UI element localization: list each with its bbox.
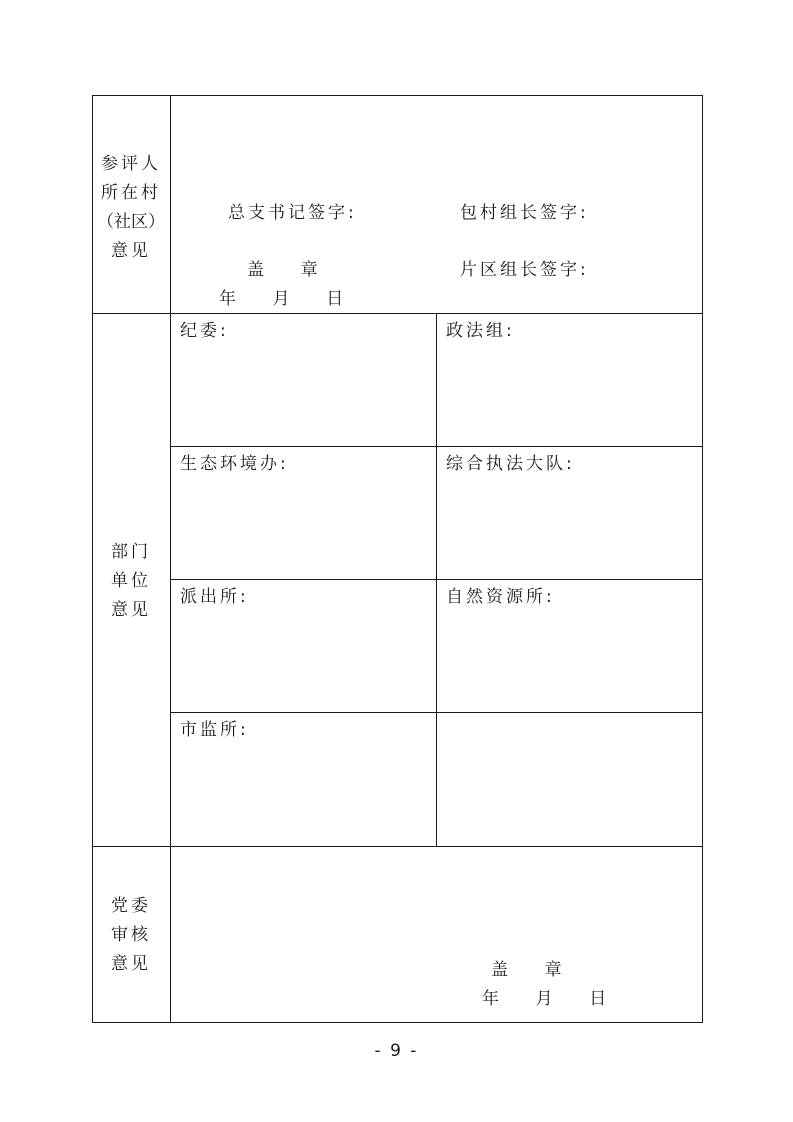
market-supervision-office-cell: 市监所: (180, 720, 249, 740)
date-label: 年 月 日 (219, 289, 347, 309)
ecology-office-cell: 生态环境办: (180, 454, 289, 474)
section2-label-line: 部门 (111, 542, 151, 562)
police-station-cell: 派出所: (180, 587, 249, 607)
section2-label (92, 544, 170, 619)
section2-label-line: 单位 (111, 571, 151, 591)
section1-label-line: 意见 (111, 241, 151, 261)
label-column-divider (170, 95, 171, 1023)
section1-label (92, 156, 170, 260)
law-enforcement-team-cell: 综合执法大队: (446, 454, 575, 474)
section1-label-line: 所在村 (101, 183, 161, 203)
section1-label-line: 参评人 (101, 154, 161, 174)
section2-label-line: 意见 (111, 600, 151, 620)
middle-column-divider (436, 313, 437, 846)
party-secretary-signature-label: 总支书记签字: (228, 203, 357, 223)
section3-label-line: 党委 (111, 896, 151, 916)
page-number: - 9 - (374, 1041, 419, 1061)
section3-label-line: 审核 (111, 925, 151, 945)
natural-resources-office-cell: 自然资源所: (446, 587, 555, 607)
date-label: 年 月 日 (482, 989, 610, 1009)
divider-section1-bottom (92, 313, 703, 314)
village-team-leader-signature-label: 包村组长签字: (460, 203, 589, 223)
seal-label: 盖 章 (247, 260, 321, 280)
district-team-leader-signature-label: 片区组长签字: (460, 260, 589, 280)
section1-label-line: （社区） (97, 212, 165, 232)
border-bottom (92, 1022, 703, 1023)
seal-label: 盖 章 (491, 960, 565, 980)
section3-label-line: 意见 (111, 954, 151, 974)
border-top (92, 95, 703, 96)
border-right (702, 95, 703, 1023)
section3-label (92, 898, 170, 973)
divider-section2-bottom (92, 846, 703, 847)
discipline-committee-cell: 纪委: (180, 321, 229, 341)
politics-law-group-cell: 政法组: (446, 321, 515, 341)
